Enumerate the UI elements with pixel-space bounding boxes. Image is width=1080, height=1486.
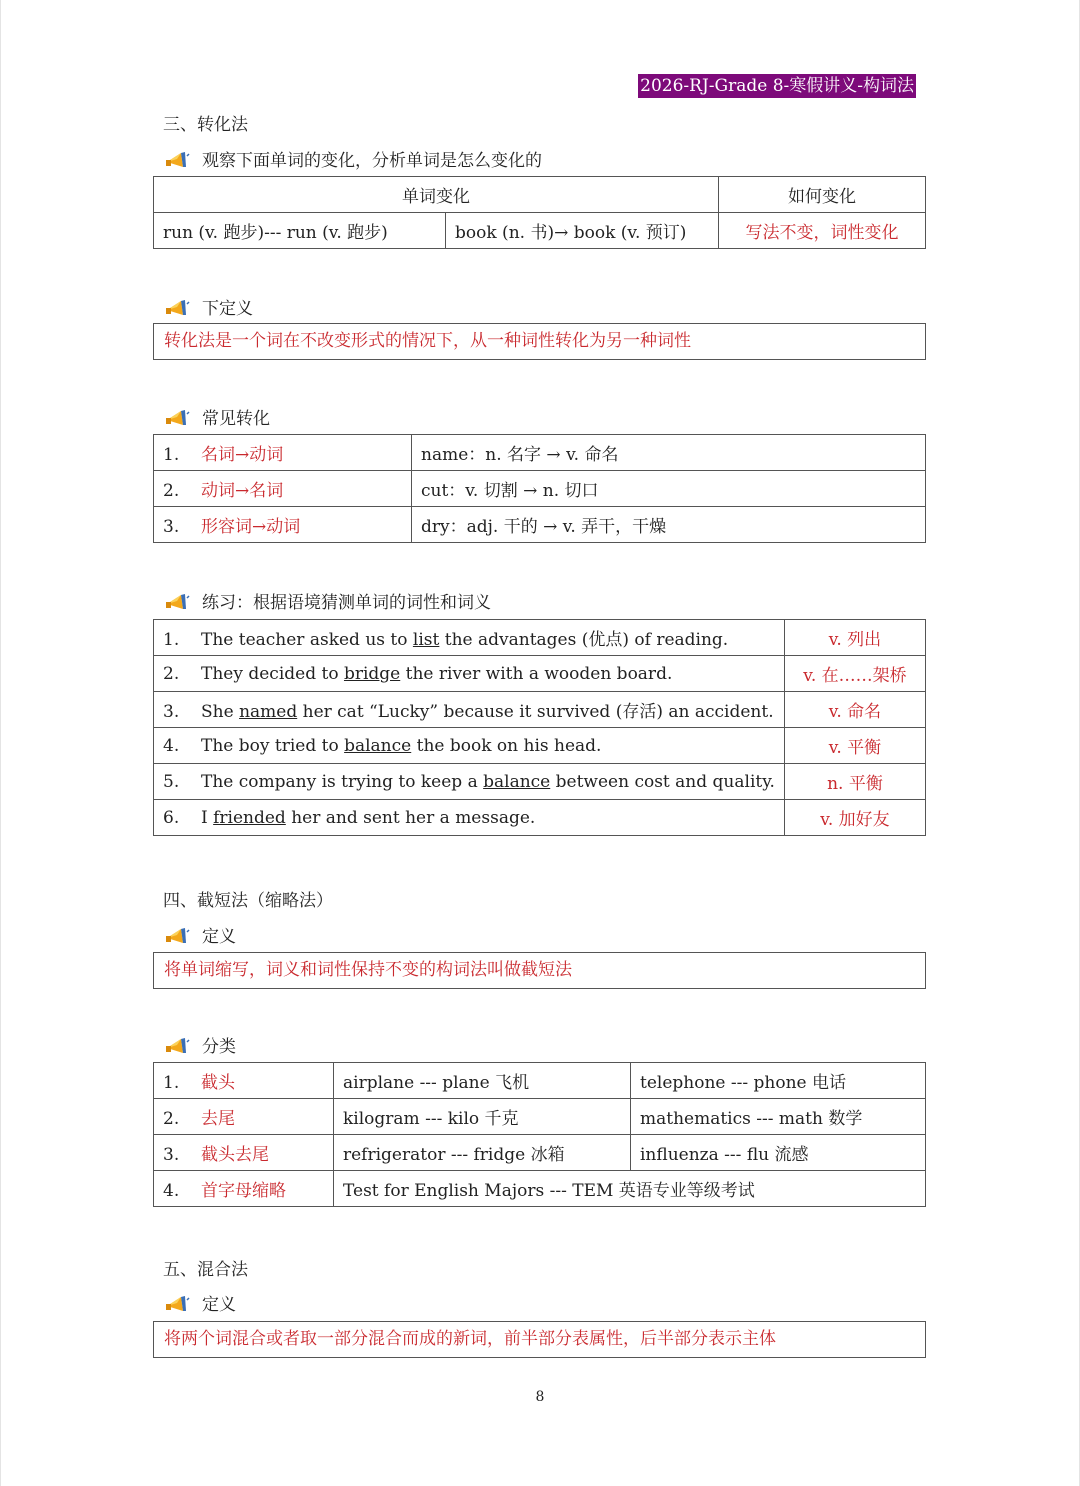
table-row <box>154 800 926 836</box>
table-row <box>154 1099 926 1135</box>
practice-sentence: 3. She named her cat “Lucky” because it survived (存活) an accident. <box>154 692 785 728</box>
section-3-title: 三、转化法 <box>163 115 248 135</box>
table-row <box>154 656 926 692</box>
table-row <box>154 728 926 764</box>
classification-example-1: Test for English Majors --- TEM 英语专业等级考试 <box>334 1171 926 1207</box>
megaphone-icon <box>164 592 190 614</box>
megaphone-icon <box>164 150 190 172</box>
table-row <box>154 435 926 471</box>
table-row <box>154 764 926 800</box>
common-type-cell: 1. 名词→动词 <box>154 435 412 471</box>
section-4-title: 四、截短法（缩略法） <box>163 891 333 911</box>
common-title <box>164 408 270 430</box>
observe-col-words: 单词变化 <box>154 177 719 213</box>
blending-definition: 将两个词混合或者取一部分混合而成的新词，前半部分表属性，后半部分表示主体 <box>153 1321 926 1358</box>
observe-answer: 写法不变，词性变化 <box>719 213 926 249</box>
table-row <box>154 620 926 656</box>
practice-sentence: 1. The teacher asked us to list the advantages (优点) of reading. <box>154 620 785 656</box>
observe-example-1: run (v. 跑步)--- run (v. 跑步) <box>154 213 446 249</box>
classification-type-cell: 3. 截头去尾 <box>154 1135 334 1171</box>
practice-answer: v. 加好友 <box>784 800 925 836</box>
classification-example-2: influenza --- flu 流感 <box>631 1135 926 1171</box>
section-5-definition-title <box>164 1294 236 1316</box>
section-5-definition-title-text: 定义 <box>202 1295 236 1315</box>
section-5-title: 五、混合法 <box>163 1260 248 1280</box>
practice-answer: n. 平衡 <box>784 764 925 800</box>
section-4-definition-title-text: 定义 <box>202 927 236 947</box>
table-row <box>154 1135 926 1171</box>
common-example: dry：adj. 干的 → v. 弄干，干燥 <box>412 507 926 543</box>
table-row <box>154 692 926 728</box>
classification-example-1: kilogram --- kilo 千克 <box>334 1099 631 1135</box>
definition-title-text: 下定义 <box>202 299 253 319</box>
classification-example-1: refrigerator --- fridge 冰箱 <box>334 1135 631 1171</box>
megaphone-icon <box>164 1294 190 1316</box>
table-row <box>154 471 926 507</box>
classification-example-1: airplane --- plane 飞机 <box>334 1063 631 1099</box>
practice-sentence: 6. I friended her and sent her a message. <box>154 800 785 836</box>
definition-title <box>164 298 253 320</box>
common-table <box>153 434 926 543</box>
practice-table <box>153 619 926 836</box>
table-row <box>154 1063 926 1099</box>
practice-answer: v. 平衡 <box>784 728 925 764</box>
practice-sentence: 4. The boy tried to balance the book on his head. <box>154 728 785 764</box>
classification-example-2: telephone --- phone 电话 <box>631 1063 926 1099</box>
observe-example-2: book (n. 书)→ book (v. 预订) <box>446 213 719 249</box>
classification-type-cell: 2. 去尾 <box>154 1099 334 1135</box>
practice-title <box>164 592 491 614</box>
practice-title-text: 练习：根据语境猜测单词的词性和词义 <box>202 593 491 613</box>
practice-sentence: 5. The company is trying to keep a balance between cost and quality. <box>154 764 785 800</box>
classification-table <box>153 1062 926 1207</box>
megaphone-icon <box>164 926 190 948</box>
practice-answer: v. 命名 <box>784 692 925 728</box>
observe-title-text: 观察下面单词的变化，分析单词是怎么变化的 <box>202 151 542 171</box>
common-title-text: 常见转化 <box>202 409 270 429</box>
classification-type-cell: 1. 截头 <box>154 1063 334 1099</box>
header-tag: 2026-RJ-Grade 8-寒假讲义-构词法 <box>640 76 914 96</box>
classification-type-cell: 4. 首字母缩略 <box>154 1171 334 1207</box>
classification-example-2: mathematics --- math 数学 <box>631 1099 926 1135</box>
conversion-definition: 转化法是一个词在不改变形式的情况下，从一种词性转化为另一种词性 <box>153 323 926 360</box>
section-4-definition-title <box>164 926 236 948</box>
classification-title <box>164 1036 236 1058</box>
megaphone-icon <box>164 408 190 430</box>
common-type-cell: 3. 形容词→动词 <box>154 507 412 543</box>
megaphone-icon <box>164 1036 190 1058</box>
practice-answer: v. 列出 <box>784 620 925 656</box>
clipping-definition: 将单词缩写，词义和词性保持不变的构词法叫做截短法 <box>153 952 926 989</box>
common-type-cell: 2. 动词→名词 <box>154 471 412 507</box>
common-example: cut：v. 切割 → n. 切口 <box>412 471 926 507</box>
observe-table <box>153 176 926 249</box>
page-number: 8 <box>535 1389 545 1405</box>
common-example: name：n. 名字 → v. 命名 <box>412 435 926 471</box>
practice-sentence: 2. They decided to bridge the river with a wooden board. <box>154 656 785 692</box>
practice-answer: v. 在……架桥 <box>784 656 925 692</box>
observe-col-how: 如何变化 <box>719 177 926 213</box>
table-row <box>154 507 926 543</box>
classification-title-text: 分类 <box>202 1037 236 1057</box>
table-row <box>154 1171 926 1207</box>
megaphone-icon <box>164 298 190 320</box>
observe-title <box>164 150 542 172</box>
